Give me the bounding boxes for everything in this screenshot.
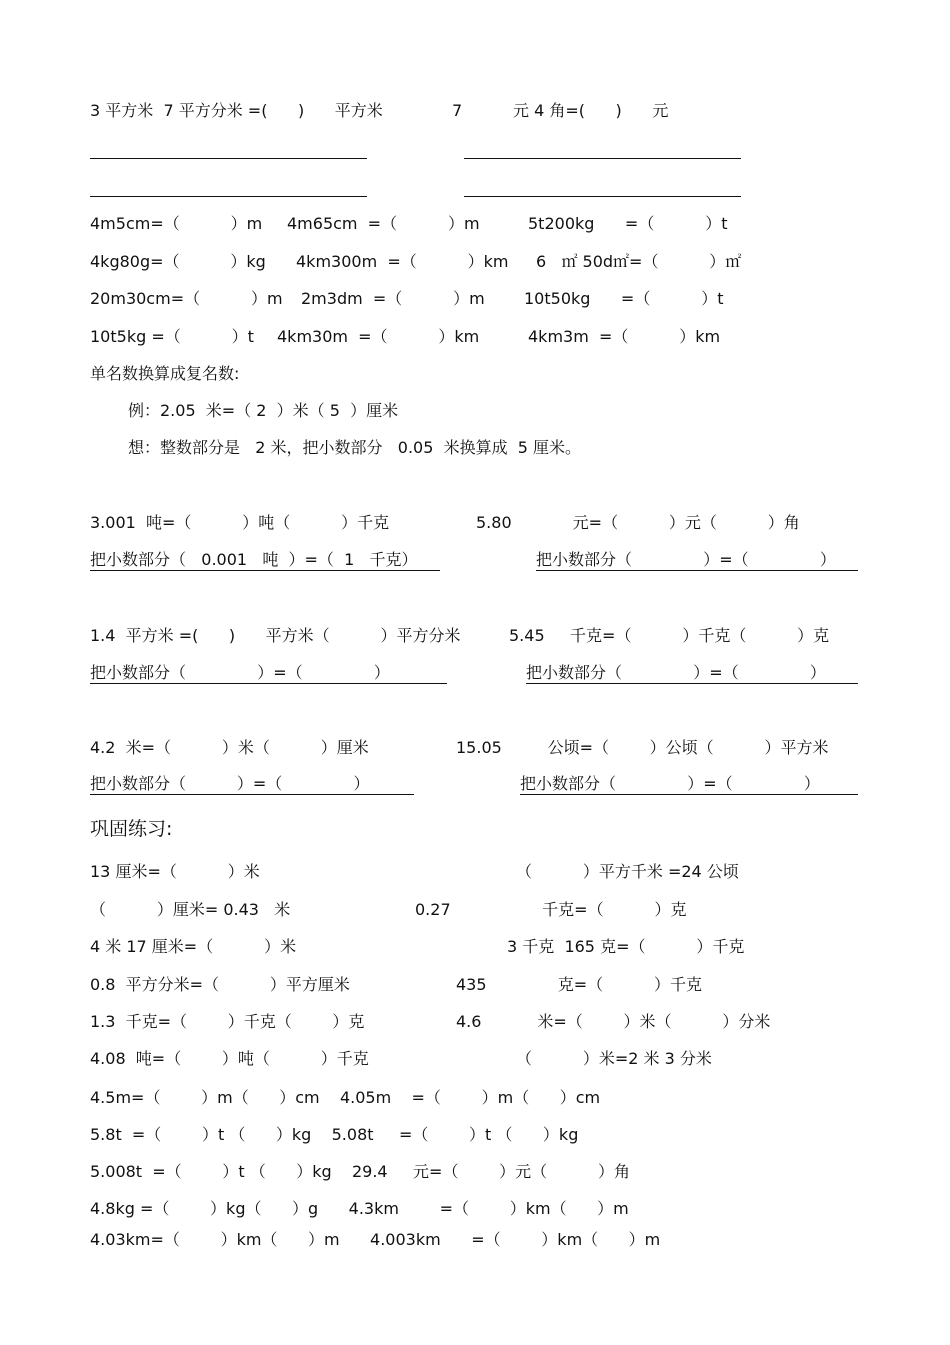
exercise-hint: 把小数部分（ ）=（ ） bbox=[520, 774, 820, 793]
section-heading: 巩固练习: bbox=[90, 818, 173, 840]
practice-item: 4.8kg =（ ）kg（ ）g 4.3km =（ ）km（ ）m bbox=[90, 1199, 629, 1218]
answer-line bbox=[90, 196, 367, 197]
practice-item: 435 克=（ ）千克 bbox=[456, 975, 703, 994]
exercise-item: 4.2 米=（ ）米（ ）厘米 bbox=[90, 738, 369, 757]
exercise-item: 1.4 平方米 =( ) 平方米（ ）平方分米 bbox=[90, 626, 461, 645]
conversion-item: 2m3dm =（ ）m bbox=[301, 289, 485, 308]
practice-item: 1.3 千克=（ ）千克（ ）克 bbox=[90, 1012, 365, 1031]
text-line: 7 元 4 角=( ) 元 bbox=[452, 101, 669, 120]
practice-item: 3 千克 165 克=（ ）千克 bbox=[507, 937, 745, 956]
exercise-hint: 把小数部分（ ）=（ ） bbox=[526, 663, 826, 682]
conversion-item: 20m30cm=（ ）m bbox=[90, 289, 283, 308]
think-line: 想：整数部分是 2 米，把小数部分 0.05 米换算成 5 厘米。 bbox=[128, 438, 582, 457]
exercise-hint: 把小数部分（ ）=（ ） bbox=[90, 663, 390, 682]
exercise-item: 5.45 千克=（ ）千克（ ）克 bbox=[509, 626, 830, 645]
practice-item: 5.008t =（ ）t （ ）kg 29.4 元=（ ）元（ ）角 bbox=[90, 1162, 630, 1181]
practice-item: 0.8 平方分米=（ ）平方厘米 bbox=[90, 975, 350, 994]
underline bbox=[90, 570, 440, 571]
text-line: 3 平方米 7 平方分米 =( ) 平方米 bbox=[90, 101, 383, 120]
conversion-item: 4km300m =（ ）km bbox=[296, 252, 509, 271]
practice-item: 4.03km=（ ）km（ ）m 4.003km =（ ）km（ ）m bbox=[90, 1230, 661, 1249]
underline bbox=[536, 570, 858, 571]
conversion-item: 4kg80g=（ ）kg bbox=[90, 252, 266, 271]
section-heading: 单名数换算成复名数: bbox=[90, 364, 240, 383]
exercise-item: 3.001 吨=（ ）吨（ ）千克 bbox=[90, 513, 390, 532]
conversion-item: 10t5kg =（ ）t bbox=[90, 327, 254, 346]
conversion-item: 6 ㎡ 50d㎡=（ ）㎡ bbox=[536, 252, 742, 271]
practice-item: 4 米 17 厘米=（ ）米 bbox=[90, 937, 297, 956]
underline bbox=[90, 794, 414, 795]
underline bbox=[520, 794, 858, 795]
practice-item: 13 厘米=（ ）米 bbox=[90, 862, 260, 881]
conversion-item: 4m65cm =（ ）m bbox=[287, 214, 480, 233]
exercise-hint: 把小数部分（ 0.001 吨 ）=（ 1 千克） bbox=[90, 550, 418, 569]
answer-line bbox=[464, 196, 741, 197]
conversion-item: 4km30m =（ ）km bbox=[277, 327, 480, 346]
practice-item: （ ）平方千米 =24 公顷 bbox=[516, 862, 739, 881]
underline bbox=[526, 683, 858, 684]
answer-line bbox=[90, 158, 367, 159]
conversion-item: 10t50kg =（ ）t bbox=[524, 289, 724, 308]
conversion-item: 5t200kg =（ ）t bbox=[528, 214, 728, 233]
practice-item: 4.5m=（ ）m（ ）cm 4.05m =（ ）m（ ）cm bbox=[90, 1088, 601, 1107]
practice-item: 4.08 吨=（ ）吨（ ）千克 bbox=[90, 1049, 369, 1068]
exercise-hint: 把小数部分（ ）=（ ） bbox=[536, 550, 836, 569]
conversion-item: 4km3m =（ ）km bbox=[528, 327, 721, 346]
practice-item: 0.27 千克=（ ）克 bbox=[415, 900, 687, 919]
practice-item: 5.8t =（ ）t （ ）kg 5.08t =（ ）t （ ）kg bbox=[90, 1125, 579, 1144]
exercise-item: 5.80 元=（ ）元（ ）角 bbox=[476, 513, 800, 532]
exercise-item: 15.05 公顷=（ ）公顷（ ）平方米 bbox=[456, 738, 829, 757]
conversion-item: 4m5cm=（ ）m bbox=[90, 214, 263, 233]
practice-item: 4.6 米=（ ）米（ ）分米 bbox=[456, 1012, 771, 1031]
underline bbox=[90, 683, 447, 684]
answer-line bbox=[464, 158, 741, 159]
practice-item: （ ）厘米= 0.43 米 bbox=[90, 900, 291, 919]
example-line: 例：2.05 米=（ 2 ）米（ 5 ）厘米 bbox=[128, 401, 399, 420]
practice-item: （ ）米=2 米 3 分米 bbox=[516, 1049, 712, 1068]
exercise-hint: 把小数部分（ ）=（ ） bbox=[90, 774, 370, 793]
